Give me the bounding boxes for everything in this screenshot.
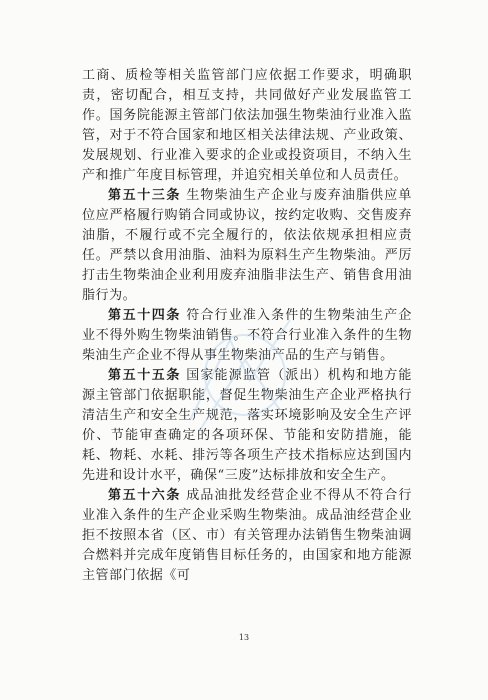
paragraph-text: 成品油批发经营企业不得从不符合行业准入条件的生产企业采购生物柴油。成品油经营企业拒不按照本省（区、市）有关管理办法销售生物柴油调合燃料并完成年度销售目标任务的，由国家和地方能源主管部门依据《可	[82, 488, 412, 583]
paragraph-article-56	[82, 486, 412, 586]
paragraph-text: 生物柴油生产企业与废弃油脂供应单位应严格履行购销合同或协议，按约定收购、交售废弃油脂，不履行或不完全履行的，依法依规承担相应责任。严禁以食用油脂、油料为原料生产生物柴油。严厉打击生物柴油企业利用废弃油脂非法生产、销售食用油脂行为。	[82, 188, 412, 303]
document-body	[82, 66, 412, 586]
article-number: 第五十五条	[108, 368, 181, 383]
paragraph-text: 工商、质检等相关监管部门应依据工作要求，明确职责，密切配合，相互支持，共同做好产业发展监管工作。国务院能源主管部门依法加强生物柴油行业准入监管，对于不符合国家和地区相关法律法规、产业政策、发展规划、行业准入要求的企业或投资项目，不纳入生产和推广年度目标管理，并追究相关单位和人员责任。	[82, 68, 412, 183]
article-number: 第五十三条	[108, 188, 181, 203]
article-number: 第五十四条	[108, 308, 181, 323]
paragraph-text: 国家能源监管（派出）机构和地方能源主管部门依据职能，督促生物柴油生产企业严格执行清洁生产和安全生产规范，落实环境影响及安全生产评价、节能审查确定的各项环保、节能和安防措施，能耗、物耗、水耗、排污等各项生产技术指标应达到国内先进和设计水平，确保“三废”达标排放和安全生产。	[82, 368, 412, 483]
paragraph-text: 符合行业准入条件的生物柴油生产企业不得外购生物柴油销售。不符合行业准入条件的生物柴油生产企业不得从事生物柴油产品的生产与销售。	[82, 308, 412, 363]
paragraph-article-54	[82, 306, 412, 366]
page-number: 13	[238, 633, 250, 642]
paragraph-continuation	[82, 66, 412, 186]
paragraph-article-53	[82, 186, 412, 306]
article-number: 第五十六条	[108, 488, 181, 503]
paragraph-article-55	[82, 366, 412, 486]
